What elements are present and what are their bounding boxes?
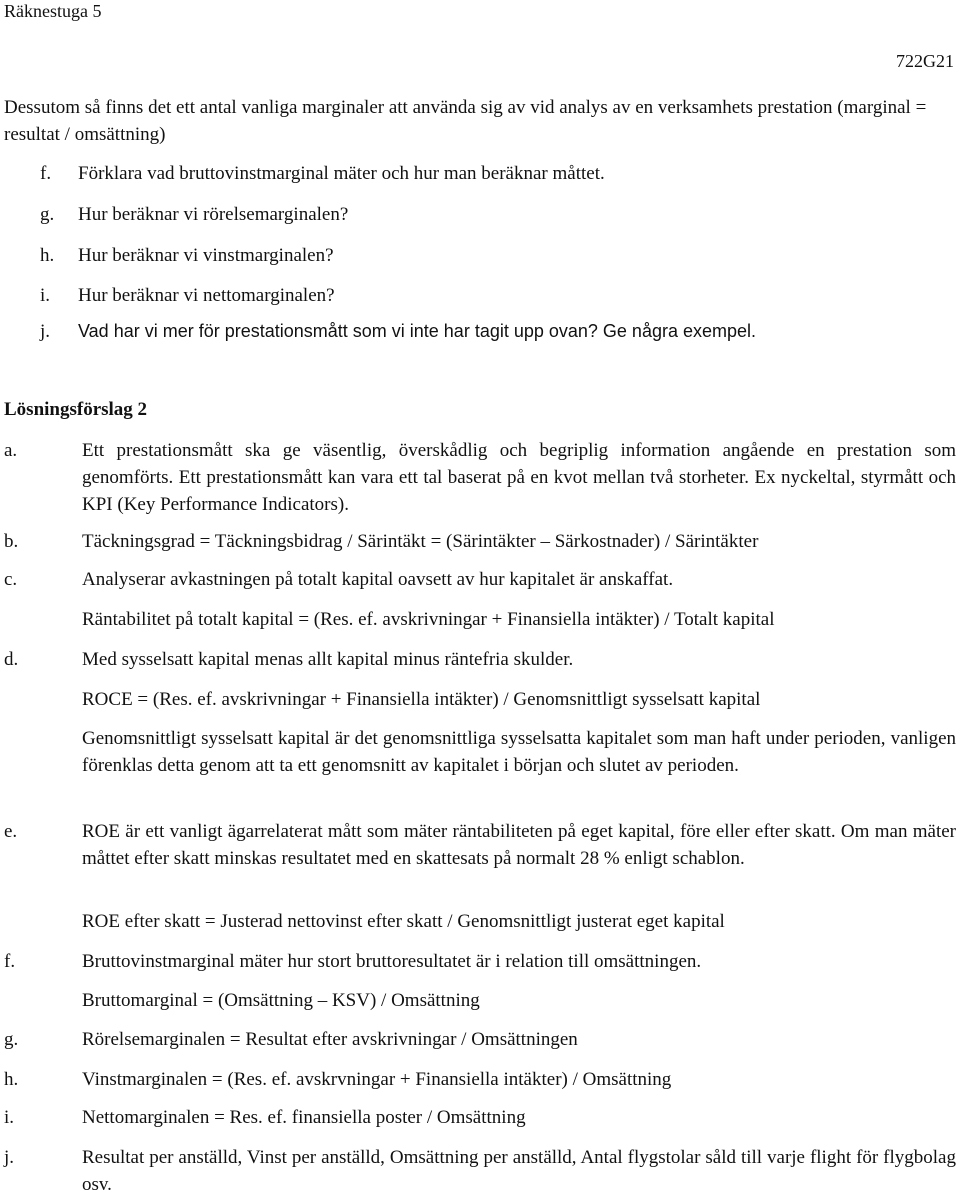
answer-h [4,1066,956,1093]
answer-text: ROE är ett vanligt ägarrelaterat mått som mäter räntabiliteten på eget kapital, före eller efter skatt. Om man mäter måttet efter skatt minskas resultatet med en skattesats på normalt 28 % enligt schablon. [82,821,956,869]
answer-a [4,437,956,518]
question-text: Vad har vi mer för prestationsmått som vi inte har tagit upp ovan? Ge några exempel. [78,321,757,341]
answer-j [4,1144,956,1198]
answer-label: g. [4,1029,19,1050]
answer-text: Med sysselsatt kapital menas allt kapital minus räntefria skulder. [82,649,574,670]
answer-text: Analyserar avkastningen på totalt kapital oavsett av hur kapitalet är anskaffat. [82,569,674,590]
answer-label: e. [4,821,18,842]
answer-text: Ett prestationsmått ska ge väsentlig, överskådlig och begriplig information angående en prestation som genomförts. Ett prestationsmått kan vara ett tal baserat på en kvot mellan två storheter. Ex nyckeltal, styrmått och KPI (Key Performance Indicators). [82,440,956,515]
question-text: Hur beräknar vi rörelsemarginalen? [78,204,349,225]
answer-i [4,1104,956,1131]
answer-label: j. [4,1147,15,1168]
question-text: Hur beräknar vi nettomarginalen? [78,285,335,306]
question-text: Hur beräknar vi vinstmarginalen? [78,245,334,266]
answer-label: i. [4,1107,15,1128]
answer-c-formula: Räntabilitet på totalt kapital = (Res. ef. avskrivningar + Finansiella intäkter) / Totalt kapital [82,609,775,630]
answer-d-formula: ROCE = (Res. ef. avskrivningar + Finansiella intäkter) / Genomsnittligt sysselsatt kapital [82,689,761,710]
header-course-code: 722G21 [896,51,954,71]
answer-label: b. [4,531,19,552]
header-course-title: Räknestuga 5 [4,1,102,21]
answer-d-note: Genomsnittligt sysselsatt kapital är det genomsnittliga sysselsatta kapitalet som man haft under perioden, vanligen förenklas detta genom att ta ett genomsnitt av kapitalet i början och slutet av perioden. [82,728,956,776]
solution-heading: Lösningsförslag 2 [4,399,148,420]
answer-text: Vinstmarginalen = (Res. ef. avskrvningar + Finansiella intäkter) / Omsättning [82,1069,672,1090]
answer-f [4,948,956,975]
answer-label: d. [4,649,19,670]
answer-text: Nettomarginalen = Res. ef. finansiella poster / Omsättning [82,1107,526,1128]
answer-e [4,818,956,872]
question-label: f. [40,163,52,184]
answer-e-formula: ROE efter skatt = Justerad nettovinst efter skatt / Genomsnittligt justerat eget kapital [82,911,725,932]
answer-b [4,528,956,555]
answer-d [4,646,956,673]
answer-label: c. [4,569,18,590]
answer-c [4,566,956,593]
question-text: Förklara vad bruttovinstmarginal mäter och hur man beräknar måttet. [78,163,605,184]
answer-label: f. [4,951,16,972]
answer-text: Rörelsemarginalen = Resultat efter avskrivningar / Omsättningen [82,1029,578,1050]
answer-label: h. [4,1069,19,1090]
question-label: i. [40,285,51,306]
answer-text: Täckningsgrad = Täckningsbidrag / Särintäkt = (Särintäkter – Särkostnader) / Särintäkter [82,531,759,552]
answer-text: Resultat per anställd, Vinst per anställd, Omsättning per anställd, Antal flygstolar såld till varje flight för flygbolag osv. [82,1147,956,1195]
intro-paragraph: Dessutom så finns det ett antal vanliga marginaler att använda sig av vid analys av en verksamhets prestation (marginal = resultat / omsättning) [4,97,927,145]
question-label: g. [40,204,55,225]
question-label: h. [40,245,55,266]
answer-f-formula: Bruttomarginal = (Omsättning – KSV) / Omsättning [82,990,480,1011]
question-label: j. [40,321,51,342]
answer-g [4,1026,956,1053]
answer-label: a. [4,440,18,461]
answer-text: Bruttovinstmarginal mäter hur stort bruttoresultatet är i relation till omsättningen. [82,951,702,972]
